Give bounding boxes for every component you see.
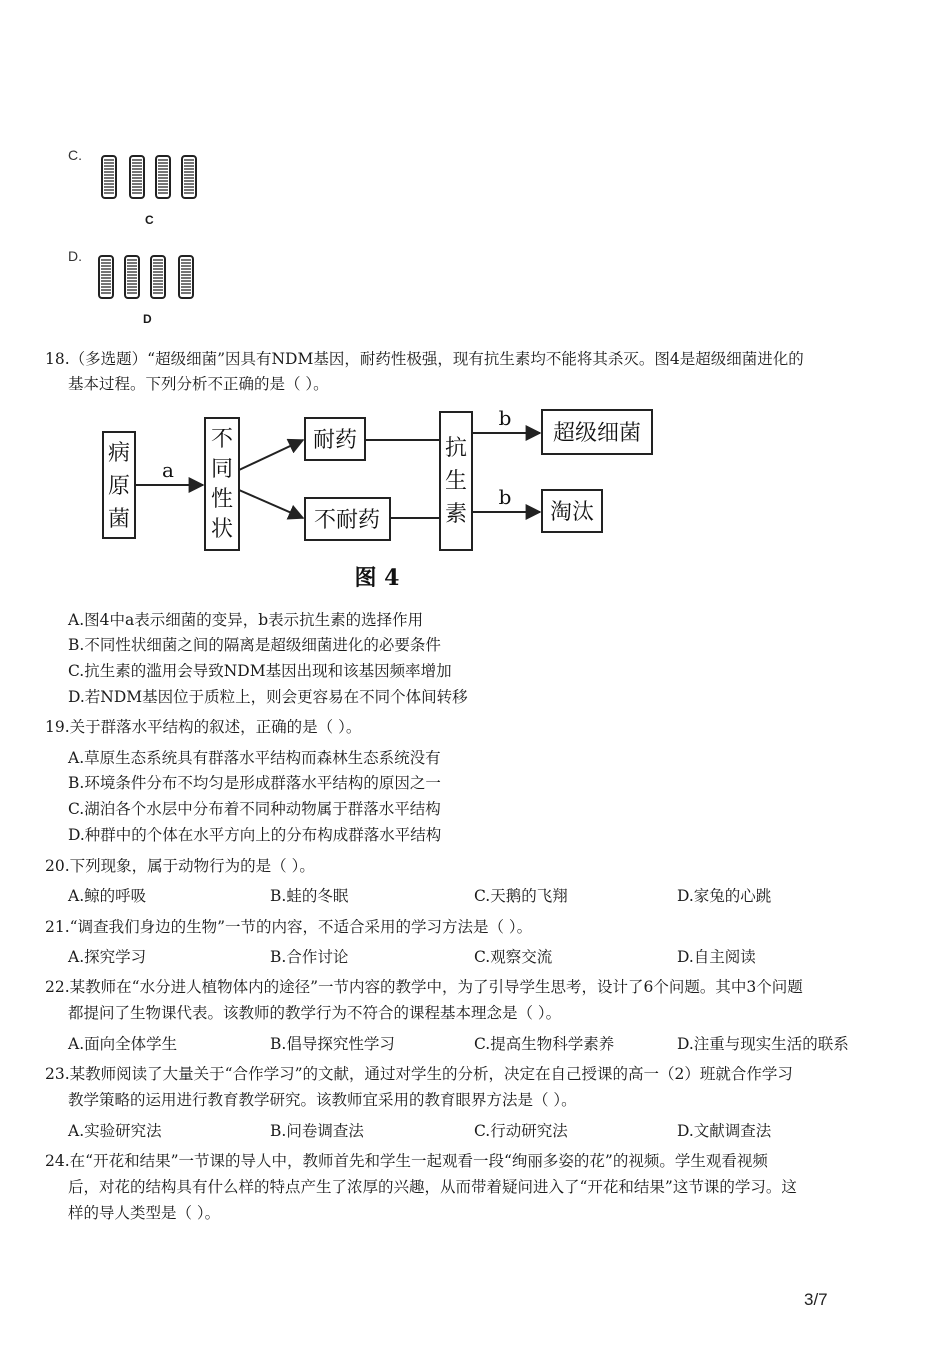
- q22-option-b: B.倡导探究性学习: [270, 1035, 395, 1053]
- q22-option-d: D.注重与现实生活的联系: [677, 1035, 849, 1053]
- q22-option-c: C.提高生物科学素养: [474, 1035, 615, 1053]
- q21-option-c: C.观察交流: [474, 948, 553, 966]
- pathogen-char-1: 病: [107, 441, 131, 466]
- q19-option-d: D.种群中的个体在水平方向上的分布构成群落水平结构: [68, 826, 442, 844]
- eliminated-label: 淘汰: [549, 500, 595, 525]
- option-c-caption: C: [145, 213, 154, 227]
- page-number: 3/7: [804, 1290, 828, 1309]
- q24-stem-line1: 24.在“开花和结果”一节课的导人中，教师首先和学生一起观看一段“绚丽多姿的花”的视频。学生观看视频: [45, 1152, 768, 1170]
- q23-option-b: B.问卷调查法: [270, 1122, 364, 1140]
- antibiotic-char-3: 素: [444, 502, 468, 527]
- q20-stem: 20.下列现象，属于动物行为的是（ ）。: [45, 857, 315, 875]
- q21-stem: 21.“调查我们身边的生物”一节的内容，不适合采用的学习方法是（ ）。: [45, 918, 533, 936]
- q22-stem-line1: 22.某教师在“水分进人植物体内的途径”一节内容的教学中，为了引导学生思考，设计了6个问题。其中3个问题: [45, 978, 803, 996]
- q18-stem-line2: 基本过程。下列分析不正确的是（ ）。: [68, 375, 329, 393]
- option-c-label: C.: [68, 147, 82, 163]
- pathogen-char-3: 菌: [107, 507, 131, 532]
- q21-option-d: D.自主阅读: [677, 948, 756, 966]
- figure-4-diagram: [95, 400, 675, 595]
- q20-option-a: A.鲸的呼吸: [68, 887, 147, 905]
- traits-char-3: 性: [210, 487, 234, 512]
- q19-option-c: C.湖泊各个水层中分布着不同种动物属于群落水平结构: [68, 800, 441, 818]
- q24-stem-line2: 后，对花的结构具有什么样的特点产生了浓厚的兴趣，从而带着疑问进入了“开花和结果”这节课的学习。这: [68, 1178, 797, 1196]
- arrow-b2-label: b: [498, 485, 512, 509]
- traits-char-1: 不: [210, 427, 234, 452]
- q19-stem: 19.关于群落水平结构的叙述，正确的是（ ）。: [45, 718, 362, 736]
- q18-option-d: D.若NDM基因位于质粒上，则会更容易在不同个体间转移: [68, 688, 468, 706]
- traits-char-4: 状: [210, 517, 234, 542]
- antibiotic-char-1: 抗: [444, 436, 468, 461]
- option-d-chromosome-image: [95, 252, 199, 302]
- q22-option-a: A.面向全体学生: [68, 1035, 178, 1053]
- nonresistant-label: 不耐药: [313, 508, 381, 533]
- q21-option-b: B.合作讨论: [270, 948, 349, 966]
- resistant-label: 耐药: [312, 428, 358, 453]
- q18-option-c: C.抗生素的滥用会导致NDM基因出现和该基因频率增加: [68, 662, 452, 680]
- option-d-label: D.: [68, 248, 82, 264]
- q22-stem-line2: 都提问了生物课代表。该教师的教学行为不符合的课程基本理念是（ ）。: [68, 1004, 562, 1022]
- q20-option-b: B.蛙的冬眠: [270, 887, 349, 905]
- q18-stem-line1: 18.（多选题）“超级细菌”因具有NDM基因，耐药性极强，现有抗生素均不能将其杀灭。图4是超级细菌进化的: [45, 350, 804, 368]
- option-c-chromosome-image: [98, 152, 202, 202]
- q19-option-b: B.环境条件分布不均匀是形成群落水平结构的原因之一: [68, 774, 441, 792]
- q23-stem-line2: 教学策略的运用进行教育教学研究。该教师宜采用的教育眼界方法是（ ）。: [68, 1091, 577, 1109]
- traits-char-2: 同: [210, 457, 234, 482]
- antibiotic-char-2: 生: [444, 469, 468, 494]
- q23-stem-line1: 23.某教师阅读了大量关于“合作学习”的文献，通过对学生的分析，决定在自己授课的高一（2）班就合作学习: [45, 1065, 793, 1083]
- option-d-caption: D: [143, 312, 152, 326]
- q23-option-c: C.行动研究法: [474, 1122, 568, 1140]
- q18-option-a: A.图4中a表示细菌的变异，b表示抗生素的选择作用: [68, 611, 424, 629]
- q23-option-d: D.文献调查法: [677, 1122, 772, 1140]
- q20-option-d: D.家兔的心跳: [677, 887, 772, 905]
- arrow-to-nonresistant: [239, 490, 303, 518]
- arrow-to-resistant: [239, 440, 303, 470]
- arrow-a-label: a: [162, 458, 174, 482]
- q24-stem-line3: 样的导人类型是（ ）。: [68, 1204, 221, 1222]
- q19-option-a: A.草原生态系统具有群落水平结构而森林生态系统没有: [68, 749, 441, 767]
- q20-option-c: C.天鹅的飞翔: [474, 887, 568, 905]
- q21-option-a: A.探究学习: [68, 948, 147, 966]
- q23-option-a: A.实验研究法: [68, 1122, 162, 1140]
- figure-caption: 图 4: [354, 565, 400, 591]
- superbug-label: 超级细菌: [552, 421, 642, 446]
- arrow-b1-label: b: [498, 406, 512, 430]
- q18-option-b: B.不同性状细菌之间的隔离是超级细菌进化的必要条件: [68, 636, 441, 654]
- pathogen-char-2: 原: [107, 474, 131, 499]
